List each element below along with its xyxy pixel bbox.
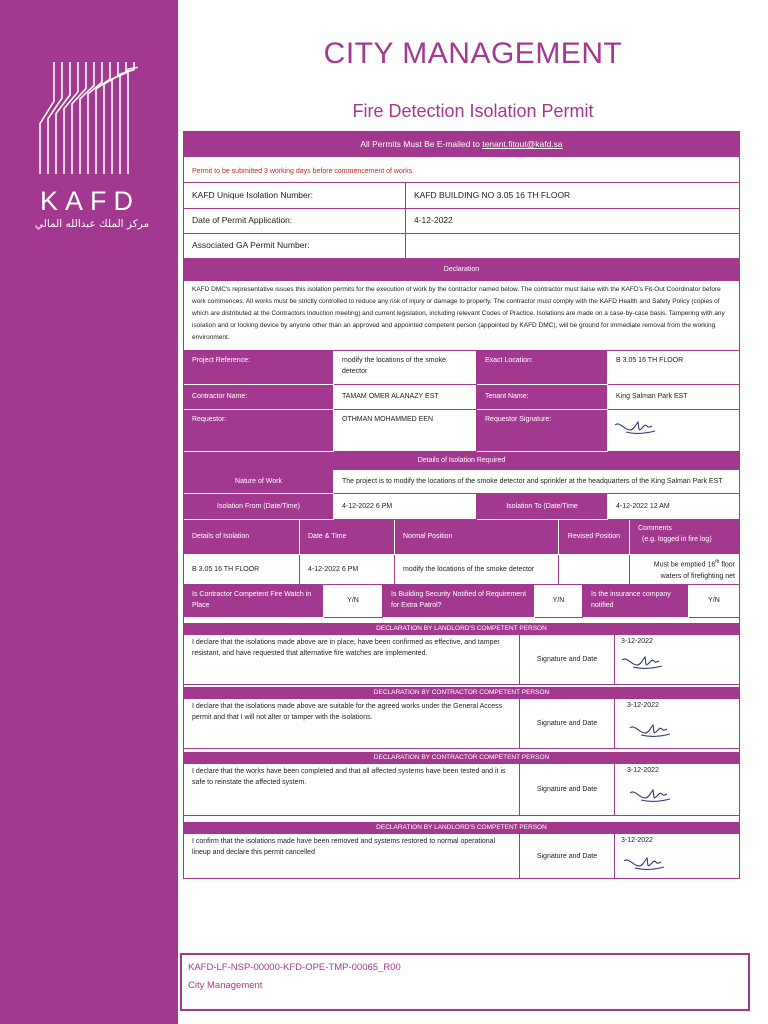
submission-note: Permit to be submitted 3 working days before commencement of works xyxy=(184,161,739,183)
application-date-value[interactable]: 4-12-2022 xyxy=(406,209,739,234)
row-normal-position[interactable]: modify the locations of the smoke detector xyxy=(395,555,559,585)
table-row xyxy=(184,555,739,585)
row-comments[interactable] xyxy=(630,555,739,585)
project-reference-value[interactable]: modify the locations of the smoke detector xyxy=(334,351,477,385)
col-normal-position-header: Normal Position xyxy=(395,520,559,555)
kafd-logo-lines-icon xyxy=(38,62,138,174)
isolation-table-header xyxy=(184,520,739,555)
comments-line-1 xyxy=(634,558,735,571)
footer-doc-code: KAFD-LF-NSP-00000-KFD-OPE-TMP-00065_R00 xyxy=(188,962,401,973)
signature-icon xyxy=(621,653,663,671)
comments-sup: th xyxy=(715,559,720,565)
ga-permit-row xyxy=(184,234,739,259)
declaration-3-row xyxy=(184,764,739,816)
declaration-2-signature-field[interactable] xyxy=(615,699,739,749)
col-comments-header xyxy=(630,520,739,555)
col-date-time-header: Date & Time xyxy=(300,520,395,555)
nature-of-work-value[interactable]: The project is to modify the locations of the smoke detector and sprinkler at the headquarters of the King Salman Park EST xyxy=(334,470,739,494)
declaration-text-row xyxy=(184,281,739,351)
declaration-4-row xyxy=(184,834,739,879)
comments-text-b: floor xyxy=(719,561,735,569)
project-reference-row xyxy=(184,351,739,385)
application-date-label: Date of Permit Application: xyxy=(184,209,406,234)
declaration-4-heading-row xyxy=(184,822,739,834)
isolation-permit-form xyxy=(183,131,740,879)
declaration-4-signature-field[interactable] xyxy=(615,834,739,879)
row-revised-position[interactable] xyxy=(559,555,630,585)
isolation-to-label: Isolation To (Date/Time xyxy=(477,494,608,520)
email-notice-text: All Permits Must Be E-mailed to xyxy=(360,138,480,149)
declaration-3-text: I declare that the works have been completed and that all affected systems have been tested and it is safe to reinstate the affected system. xyxy=(184,764,520,816)
isolation-details-heading-row xyxy=(184,452,739,470)
declaration-text: KAFD DMC's representative issues this isolation permits for the execution of work by the contractor named below. The contractor must liaise with the KAFD's Fit-Out Coordinator before work commences. All works must be strictly controlled to reduce any risk of injury or damage to property. The contractor must comply with the KAFD Health and Safety Policy (copies of which are distributed at the Contractors Induction meeting) and current legislation, including relevant Codes of Practice. Isolations are made on a case-by-case basis. Tampering with any isolation and or locking device by anyone other than an approved and appointed competent person (appointed by KAFD DMC), will be ground for immediate removal from the working environment. xyxy=(184,281,739,351)
ga-permit-value[interactable] xyxy=(406,234,739,259)
email-notice xyxy=(184,132,739,157)
contractor-name-value[interactable]: TAMAM OMER ALANAZY EST xyxy=(334,385,477,410)
requestor-row xyxy=(184,410,739,452)
isolation-number-label: KAFD Unique Isolation Number: xyxy=(184,183,406,209)
comments-line-2: waters of firefighting net xyxy=(660,572,735,580)
comments-header-sub: (e.g. logged in fire log) xyxy=(642,536,712,544)
col-revised-position-header: Revised Position xyxy=(559,520,630,555)
declaration-2-signature-label: Signature and Date xyxy=(520,699,615,749)
declaration-2-row xyxy=(184,699,739,749)
isolation-to-value[interactable]: 4-12-2022 12 AM xyxy=(608,494,739,520)
declaration-3-date: 3-12-2022 xyxy=(627,767,659,774)
declaration-3-heading: DECLARATION BY CONTRACTOR COMPETENT PERSON xyxy=(184,752,739,764)
security-label: Is Building Security Notified of Requirement for Extra Patrol? xyxy=(383,585,535,618)
declaration-4-text: I confirm that the isolations made have been removed and systems restored to normal operational lineup and declare this permit cancelled xyxy=(184,834,520,879)
requestor-label: Requestor: xyxy=(184,410,334,452)
isolation-from-value[interactable]: 4-12-2022 6 PM xyxy=(334,494,477,520)
declaration-3-signature-field[interactable] xyxy=(615,764,739,816)
logo-arabic-text: مركز الملك عبدالله المالي xyxy=(34,218,150,230)
signature-icon xyxy=(629,786,671,804)
insurance-label: Is the insurance company notified xyxy=(583,585,689,618)
isolation-number-value[interactable]: KAFD BUILDING NO 3.05 16 TH FLOOR xyxy=(406,183,739,209)
fire-watch-label: Is Contractor Competent Fire Watch in Place xyxy=(184,585,324,618)
contractor-name-row xyxy=(184,385,739,410)
footer-department: City Management xyxy=(188,980,263,991)
declaration-heading: Declaration xyxy=(184,259,739,281)
tenant-name-label: Tenant Name: xyxy=(477,385,608,410)
declaration-2-heading-row xyxy=(184,687,739,699)
fire-watch-value[interactable]: Y/N xyxy=(324,585,383,618)
contractor-name-label: Contractor Name: xyxy=(184,385,334,410)
application-date-row xyxy=(184,209,739,234)
comments-header-title: Comments xyxy=(638,525,672,532)
document-footer xyxy=(180,953,750,1011)
page-subtitle: Fire Detection Isolation Permit xyxy=(352,101,594,121)
comments-text-a: Must be emptied 16 xyxy=(653,561,716,569)
declaration-1-signature-label: Signature and Date xyxy=(520,635,615,685)
email-link[interactable]: tenant.fitout@kafd.sa xyxy=(482,138,563,149)
ga-permit-label: Associated GA Permit Number: xyxy=(184,234,406,259)
declaration-1-heading-row xyxy=(184,623,739,635)
declaration-2-text: I declare that the isolations made above are suitable for the agreed works under the General Access permit and that I will not alter or tamper with the isolations. xyxy=(184,699,520,749)
declaration-4-signature-label: Signature and Date xyxy=(520,834,615,879)
requestor-signature-field[interactable] xyxy=(608,410,739,452)
declaration-1-row xyxy=(184,635,739,685)
requestor-signature-label: Requestor Signature: xyxy=(477,410,608,452)
isolation-number-row xyxy=(184,183,739,209)
signature-icon xyxy=(629,721,671,739)
declaration-3-signature-label: Signature and Date xyxy=(520,764,615,816)
declaration-1-text: I declare that the isolations made above are in place, have been confirmed as effective, and tamper resistant, and have requested that alternative fire watches are implemented. xyxy=(184,635,520,685)
email-notice-row xyxy=(184,132,739,157)
brand-sidebar xyxy=(0,0,178,1024)
checks-row xyxy=(184,585,739,618)
row-date-time[interactable]: 4-12-2022 6 PM xyxy=(300,555,395,585)
isolation-period-row xyxy=(184,494,739,520)
exact-location-label: Exact Location: xyxy=(477,351,608,385)
submission-note-row xyxy=(184,161,739,183)
requestor-value[interactable]: OTHMAN MOHAMMED EEN xyxy=(334,410,477,452)
row-details[interactable]: B 3.05 16 TH FLOOR xyxy=(184,555,300,585)
declaration-2-heading: DECLARATION BY CONTRACTOR COMPETENT PERSON xyxy=(184,687,739,699)
tenant-name-value[interactable]: King Salman Park EST xyxy=(608,385,739,410)
signature-icon xyxy=(614,418,656,436)
signature-icon xyxy=(623,854,665,872)
declaration-4-heading: DECLARATION BY LANDLORD'S COMPETENT PERSON xyxy=(184,822,739,834)
declaration-1-date: 3-12-2022 xyxy=(621,638,653,645)
nature-of-work-label: Nature of Work xyxy=(184,470,334,494)
declaration-heading-row xyxy=(184,259,739,281)
insurance-value[interactable]: Y/N xyxy=(689,585,739,618)
page-title: CITY MANAGEMENT xyxy=(323,37,623,70)
isolation-from-label: Isolation From (Date/Time) xyxy=(184,494,334,520)
declaration-2-date: 3-12-2022 xyxy=(627,702,659,709)
declaration-4-date: 3-12-2022 xyxy=(621,837,653,844)
declaration-1-heading: DECLARATION BY LANDLORD'S COMPETENT PERSON xyxy=(184,623,739,635)
logo-wordmark: KAFD xyxy=(40,186,141,216)
isolation-details-heading: Details of Isolation Required xyxy=(184,452,739,470)
project-reference-label: Project Reference: xyxy=(184,351,334,385)
nature-of-work-row xyxy=(184,470,739,494)
security-value[interactable]: Y/N xyxy=(535,585,583,618)
col-details-header: Details of Isolation xyxy=(184,520,300,555)
declaration-3-heading-row xyxy=(184,752,739,764)
declaration-1-signature-field[interactable] xyxy=(615,635,739,685)
exact-location-value[interactable]: B 3.05 16 TH FLOOR xyxy=(608,351,739,385)
